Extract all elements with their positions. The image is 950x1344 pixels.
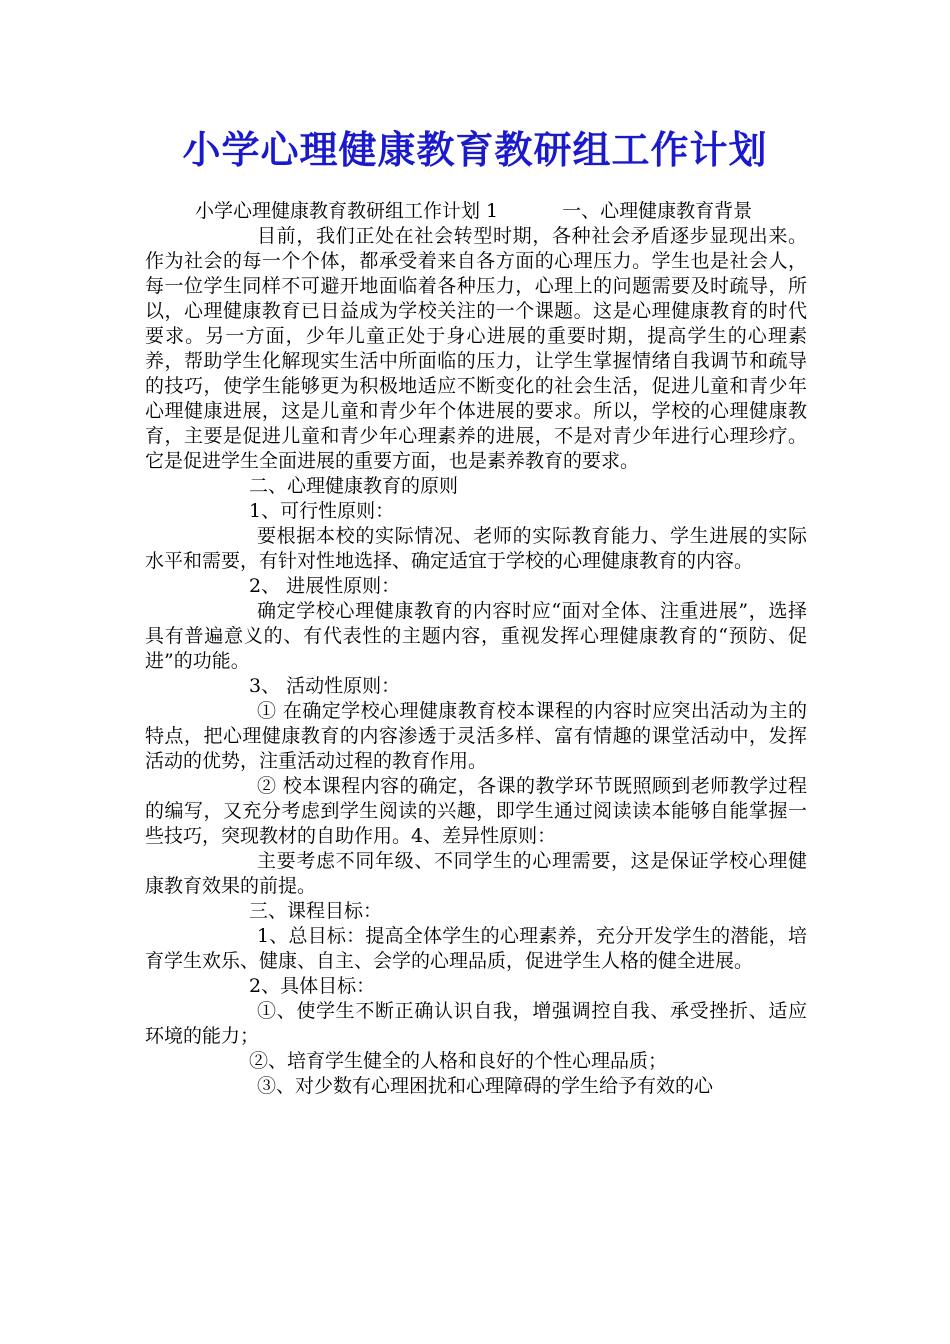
document-body — [145, 199, 807, 1099]
heading-goals: 三、课程目标： — [249, 900, 383, 922]
paragraph-background: 目前，我们正处在社会转型时期，各种社会矛盾逐步显现出来。作为社会的每一个个体，都承受着来自各方面的心理压力。学生也是社会人，每一位学生同样不可避开地面临着各种压力，心理上的问题需要及时疏导，所以，心理健康教育已日益成为学校关注的一个课题。这是心理健康教育的时代要求。另一方面，少年儿童正处于身心进展的重要时期，提高学生的心理素养，帮助学生化解现实生活中所面临的压力，让学生掌握情绪自我调节和疏导的技巧，使学生能够更为积极地适应不断变化的社会生活，促进儿童和青少年心理健康进展，这是儿童和青少年个体进展的要求。所以，学校的心理健康教育，主要是促进儿童和青少年心理素养的进展，不是对青少年进行心理珍疗。它是促进学生全面进展的重要方面，也是素养教育的要求。 — [145, 225, 807, 472]
paragraph-feasibility: 要根据本校的实际情况、老师的实际教育能力、学生进展的实际水平和需要，有针对性地选择、确定适宜于学校的心理健康教育的内容。 — [145, 525, 807, 572]
paragraph-activity-2: ② 校本课程内容的确定，各课的教学环节既照顾到老师教学过程的编写，又充分考虑到学生阅读的兴趣，即学生通过阅读读本能够自能掌握一些技巧，突现教材的自助作用。4、差异性原则： — [145, 775, 807, 847]
heading-activity: 3、 活动性原则： — [249, 675, 401, 697]
paragraph-goal-2: ②、培育学生健全的人格和良好的个性心理品质； — [249, 1050, 668, 1072]
paragraph-goal-3: ③、对少数有心理困扰和心理障碍的学生给予有效的心 — [257, 1075, 714, 1097]
paragraph-difference: 主要考虑不同年级、不同学生的心理需要，这是保证学校心理健康教育效果的前提。 — [145, 850, 807, 897]
heading-specific-goals: 2、具体目标： — [249, 975, 376, 997]
paragraph-development: 确定学校心理健康教育的内容时应“面对全体、注重进展”，选择具有普遍意义的、有代表性的主题内容，重视发挥心理健康教育的“预防、促进”的功能。 — [145, 600, 807, 672]
paragraph-activity-1: ① 在确定学校心理健康教育校本课程的内容时应突出活动为主的特点，把心理健康教育的内容渗透于灵活多样、富有情趣的课堂活动中，发挥活动的优势，注重活动过程的教育作用。 — [145, 700, 807, 772]
heading-principles: 二、心理健康教育的原则 — [249, 475, 459, 497]
paragraph-intro-part1: 小学心理健康教育教研组工作计划 1 — [195, 200, 499, 222]
paragraph-goal-1: ①、使学生不断正确认识自我，增强调控自我、承受挫折、适应环境的能力； — [145, 1000, 807, 1047]
document-title: 小学心理健康教育教研组工作计划 — [182, 128, 768, 172]
paragraph-overall-goal: 1、总目标：提高全体学生的心理素养，充分开发学生的潜能，培育学生欢乐、健康、自主、会学的心理品质，促进学生人格的健全进展。 — [145, 925, 807, 972]
heading-feasibility: 1、可行性原则： — [249, 500, 395, 522]
paragraph-intro-part2: 一、心理健康教育背景 — [562, 200, 753, 222]
paragraph-intro — [145, 199, 807, 224]
heading-development: 2、 进展性原则： — [249, 575, 401, 597]
